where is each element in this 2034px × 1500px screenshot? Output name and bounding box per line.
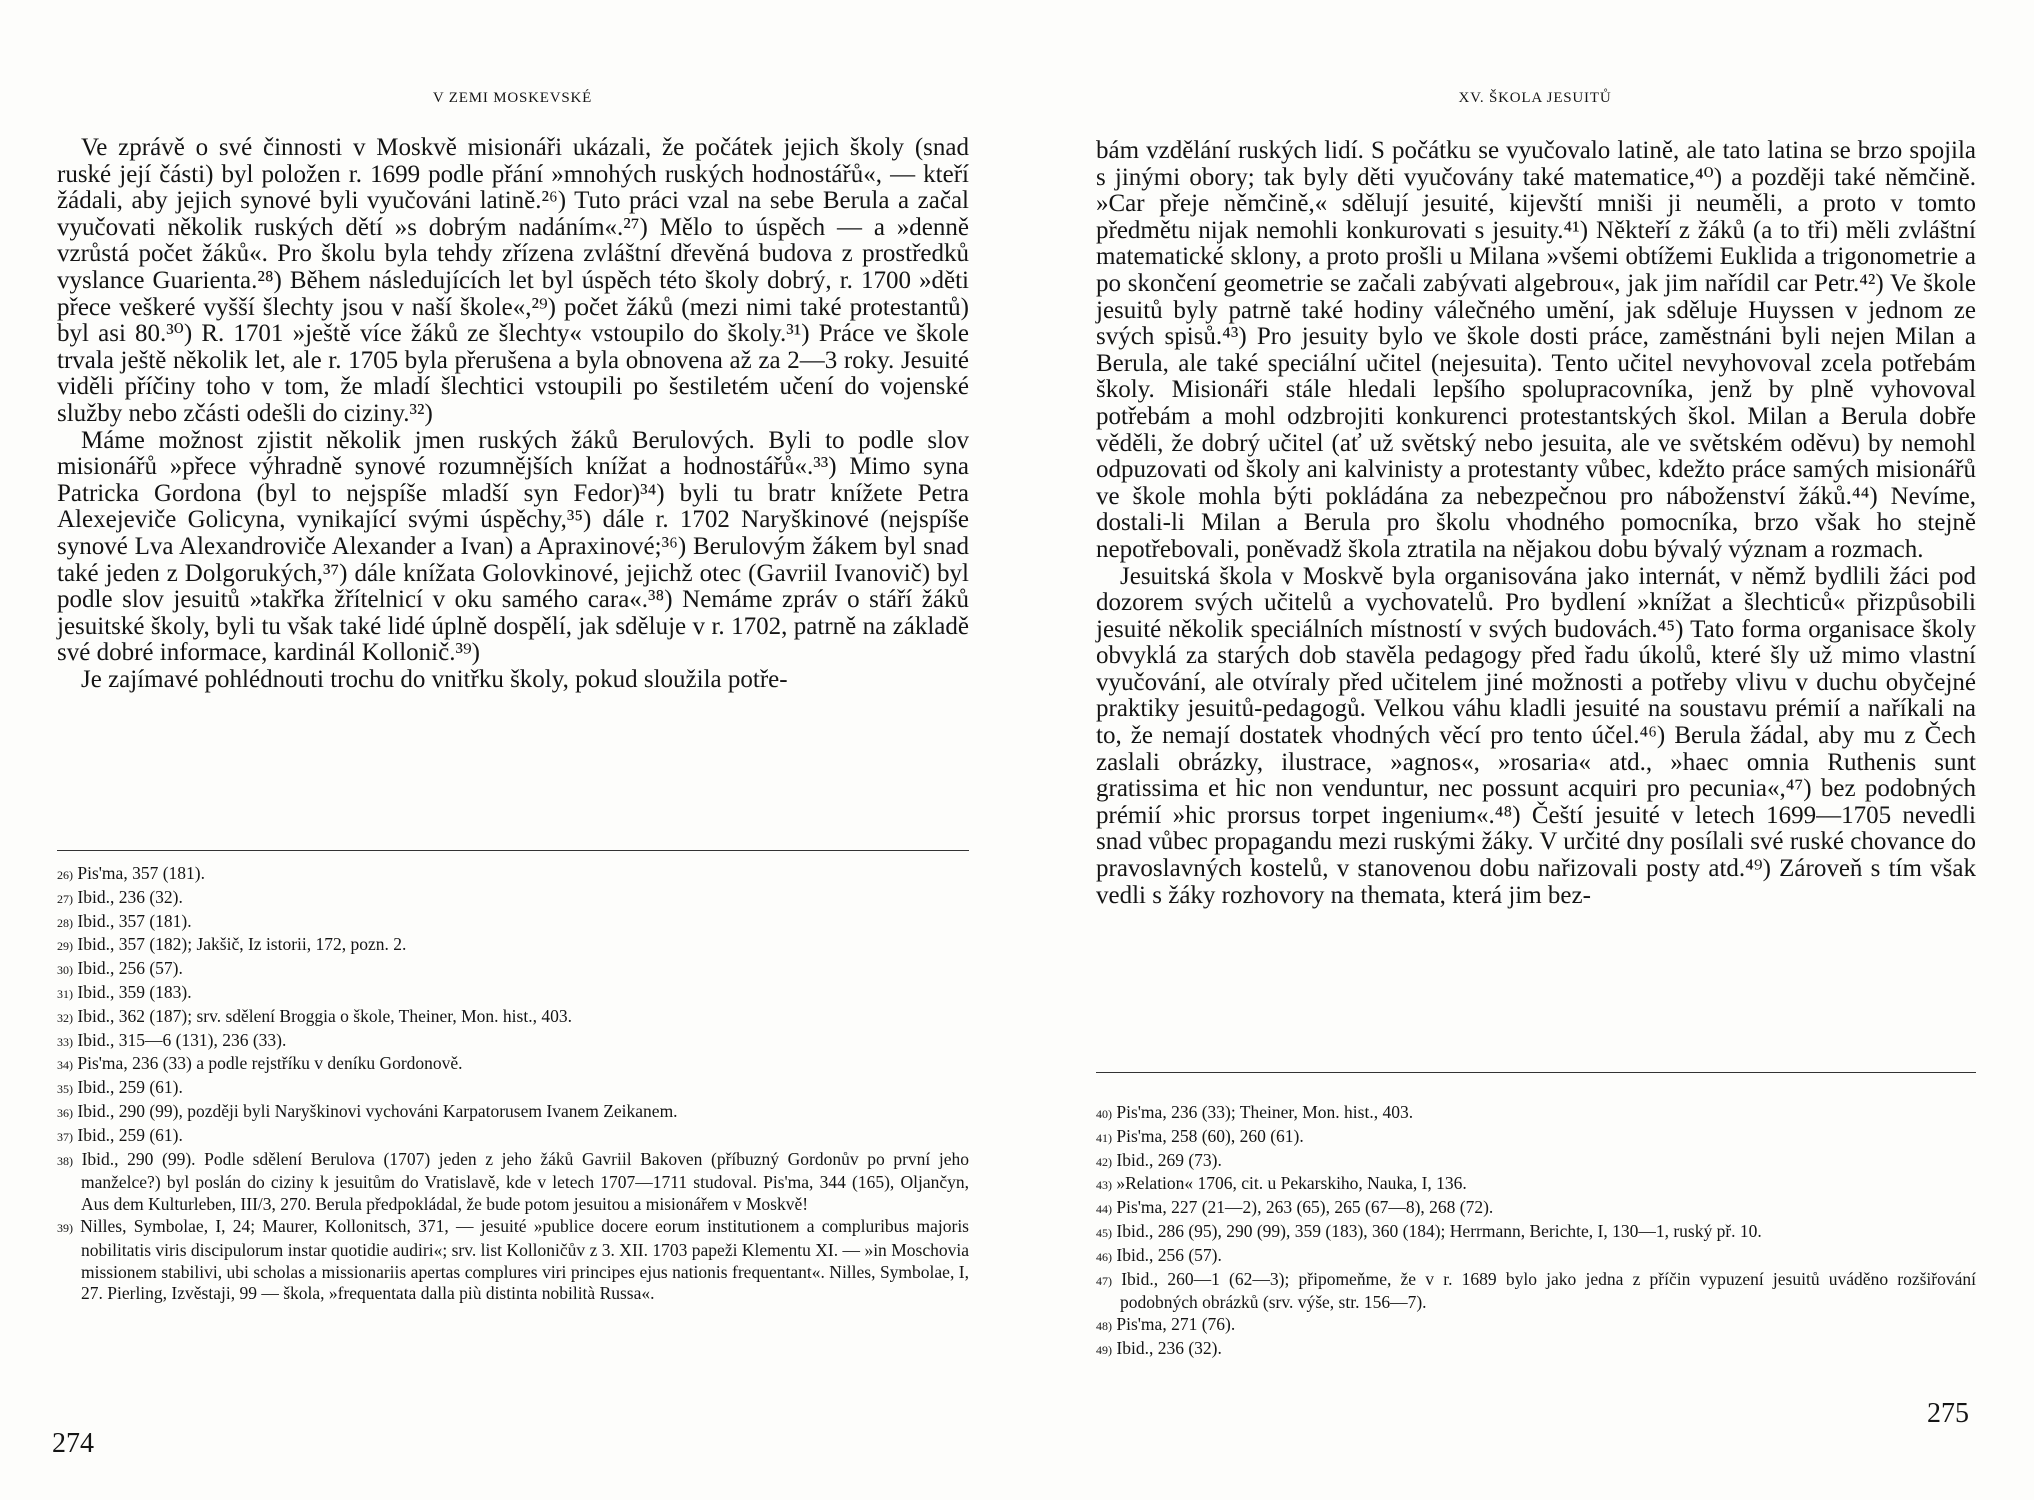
footnote-text: Pis'ma, 227 (21—2), 263 (65), 265 (67—8), 268 (72). [1116, 1197, 1494, 1218]
footnote-text: Ibid., 359 (183). [77, 981, 192, 1002]
footnote-text: Nilles, Symbolae, I, 24; Maurer, Kollonitsch, 371, — jesuité »publice docere eorum institutionem a compluribus majoris nobilitatis viris discipulorum instar quotidie audiri«; srv. list Kolloničův z 3. XII. 1703 papeži Klementu XI. — »in Moschovia missionem stabilivi, ubi scholas a missionariis apertas complures viri principes ejus nationis frequentant«. Nilles, Symbolae, I, 27. Pierling, Izvěstaji, 99 — škola, »frequentata dalla più distinta nobilità Russa«. [80, 1215, 969, 1304]
paragraph: Jesuitská škola v Moskvě byla organisována jako internát, v němž bydlili žáci pod dozorem svých učitelů a vychovatelů. Pro bydlení »knížat a šlechticů« přizpůsobili jesuité několik speciálních místností v svých budovách.⁴⁵) Tato forma organisace školy obvyklá za starých dob stavěla pedagogy před řadu úkolů, které šly už mimo vlastní vyučování, ale otvíraly před učitelem jiné možnosti a potřeby vlivu v duchu obyčejné praktiky jesuitů-pedagogů. Velkou váhu kladli jesuité na soustavu prémií a naříkali na to, že nemají dostatek vhodných věcí pro tento účel.⁴⁶) Berula žádal, aby mu z Čech zaslali obrázky, ilustrace, »agnos«, »rosaria« atd., »haec omnia Ruthenis sunt gratissima et hic non venduntur, nec possunt acquiri pro pecunia«,⁴⁷) bez podobných prémií »hic prorsus torpet ingenium«.⁴⁸) Čeští jesuité v letech 1699—1705 nevedli snad vůbec propagandu mezi ruskými žáky. V určité dny posílali své ruské chovance do pravoslavných kostelů, v stanovenou dobu nařizovali posty atd.⁴⁹) Zároveň s tím však vedli s žáky rozhovory na themata, která jim bez- [1096, 562, 1976, 909]
paragraph: bám vzdělání ruských lidí. S počátku se vyučovalo latině, ale tato latina se brzo spojila s jinými obory; tak byly děti vyučovány také matematice,⁴⁰) a později také němčině. »Car přeje němčině,« sdělují jesuité, kijevští mniši ji neuměli, a proto v tomto předmětu nijak nemohli konkurovati s jesuity.⁴¹) Někteří z žáků (a to tři) měli zvláštní matematické sklony, a proto prošli u Milana »všemi obtížemi Euklida a trigonometrie a po skončení geometrie se začali zabývati algebrou«, jak jim nařídil car Petr.⁴²) Ve škole jesuitů byly patrně také hodiny válečného umění, jak sděluje Huyssen v jednom ze svých spisů.⁴³) Pro jesuity bylo ve škole dosti práce, zaměstnáni byli nejen Milan a Berula, ale také speciální učitel (nejesuita). Tento učitel nevyhovoval zcela potřebám školy. Misionáři stále hledali lepšího spolupracovníka, jenž by plně vyhovoval potřebám a mohl odzbrojiti konkurenci protestantských škol. Milan a Berula dobře věděli, že dobrý učitel (ať už světský nebo jesuita, ale ve světském oděvu) by nemohl odpuzovati od školy ani kalvinisty a protestanty vůbec, kdežto práce samých misionářů ve škole mohla býti pokládána za nebezpečnou pro náboženství žáků.⁴⁴) Nevíme, dostali-li Milan a Berula pro školu vhodného pomocníka, brzo však ho stejně nepotřebovali, poněvadž škola ztratila na nějakou dobu bývalý význam a rozmach. [1096, 137, 1976, 563]
page-number: 275 [1927, 1398, 1969, 1429]
footnote [57, 958, 969, 982]
footnote-number: 26) [57, 868, 73, 882]
paragraph: Ve zprávě o své činnosti v Moskvě misionáři ukázali, že počátek jejich školy (snad ruské její části) byl položen r. 1699 podle přání »mnohých ruských hodnostářů«, — kteří žádali, aby jejich synové byli vyučováni latině.²⁶) Tuto práci vzal na sebe Berula a začal vyučovati několik ruských dětí »s dobrým nadáním«.²⁷) Mělo to úspěch — a »denně vzrůstá počet žáků«. Pro školu byla tehdy zřízena zvláštní dřevěná budova z prostředků vyslance Guarienta.²⁸) Během následujících let byl úspěch této školy dobrý, r. 1700 »děti přece veškeré vyšší šlechty jsou v naší škole«,²⁹) počet žáků (mezi nimi také protestantů) byl asi 80.³⁰) R. 1701 »ještě více žáků ze šlechty« vstoupilo do školy.³¹) Práce ve škole trvala ještě několik let, ale r. 1705 byla přerušena a byla obnovena až za 2—3 roky. Jesuité viděli příčiny toho v tom, že mladí šlechtici vstoupili po šestiletém učení do vojenské služby nebo zčásti odešli do ciziny.³²) [57, 134, 969, 427]
footnote [1096, 1314, 1976, 1338]
footnote-text: Pis'ma, 258 (60), 260 (61). [1116, 1125, 1304, 1146]
running-head: XV. ŠKOLA JESUITŮ [1458, 90, 1612, 106]
footnote-text: Ibid., 260—1 (62—3); připomeňme, že v r. 1689 bylo jako jedna z příčin vypuzení jesuitů uváděno rozšiřování podobných obrázků (srv. výše, str. 156—7). [1120, 1268, 1976, 1313]
footnote [1096, 1269, 1976, 1315]
footnote-text: Ibid., 256 (57). [1116, 1244, 1222, 1265]
body-text [57, 135, 969, 693]
footnote [57, 887, 969, 911]
footnote-divider [1096, 1072, 1976, 1073]
footnote-number: 32) [57, 1010, 73, 1025]
footnote-number: 39) [57, 1220, 73, 1235]
footnote-number: 34) [57, 1058, 73, 1073]
footnote [57, 1006, 969, 1030]
footnote-number: 29) [57, 939, 73, 954]
footnote [1096, 1338, 1976, 1362]
footnote-text: Ibid., 236 (32). [77, 886, 183, 907]
footnote [57, 1149, 969, 1216]
footnote-number: 37) [57, 1129, 73, 1144]
paragraph: Je zajímavé pohlédnouti trochu do vnitřku školy, pokud sloužila potře- [81, 665, 788, 693]
footnote [57, 1101, 969, 1125]
footnote-text: Ibid., 286 (95), 290 (99), 359 (183), 360 (184); Herrmann, Berichte, I, 130—1, ruský př. 10. [1116, 1220, 1762, 1241]
body-text [1096, 138, 1976, 909]
footnote-text: Ibid., 236 (32). [1116, 1337, 1222, 1358]
footnote [57, 863, 969, 887]
footnote-number: 36) [57, 1105, 73, 1120]
footnote [1096, 1102, 1976, 1126]
footnote [1096, 1197, 1976, 1221]
footnote-number: 41) [1096, 1130, 1112, 1145]
footnote [57, 1125, 969, 1149]
footnote-text: Ibid., 357 (182); Jakšič, Iz istorii, 172, pozn. 2. [77, 934, 407, 955]
footnote-text: Pis'ma, 357 (181). [77, 863, 205, 883]
footnotes [1096, 1102, 1976, 1362]
footnote-text: Ibid., 290 (99), později byli Naryškinovi vychováni Karpatorusem Ivanem Zeikanem. [77, 1100, 678, 1121]
footnote [1096, 1173, 1976, 1197]
footnote-text: Ibid., 269 (73). [1116, 1149, 1222, 1170]
footnote-text: Ibid., 362 (187); srv. sdělení Broggia o škole, Theiner, Mon. hist., 403. [77, 1005, 572, 1026]
footnote-text: Ibid., 315—6 (131), 236 (33). [77, 1029, 287, 1050]
footnote-number: 45) [1096, 1225, 1112, 1240]
footnote-text: Ibid., 290 (99). Podle sdělení Berulova (1707) jeden z jeho žáků Gavriil Bakoven (příbuzný Gordonův po první jeho manželce?) byl poslán do ciziny k jesuitům do Vratislavě, kde v letech 1707—1711 studoval. Pis'ma, 344 (165), Oljančyn, Aus dem Kulturleben, III/3, 270. Berula předpokládal, že bude potom jesuitou a misionářem v Moskvě! [81, 1148, 969, 1215]
paragraph: Máme možnost zjistit několik jmen ruských žáků Berulových. Byli to podle slov misionářů »přece výhradně synové rozumnějších knížat a hodnostářů«.³³) Mimo syna Patricka Gordona (byl to nejspíše mladší syn Fedor)³⁴) byli tu bratr knížete Petra Alexejeviče Golicyna, vynikající svými úspěchy,³⁵) dále r. 1702 Naryškinové (nejspíše synové Lva Alexandroviče Alexander a Ivan) a Apraxinové;³⁶) Berulovým žákem byl snad také jeden z Dolgorukých,³⁷) dále knížata Golovkinové, jejichž otec (Gavriil Ivanovič) byl podle slov jesuitů »takřka žřítelnicí v oku samého cara«.³⁸) Nemáme zpráv o stáří žáků jesuitské školy, byli tu však také lidé úplně dospělí, jak sděluje v r. 1702, patrně na základě své dobré informace, kardinál Kollonič.³⁹) [57, 426, 969, 667]
footnote-divider [57, 850, 969, 851]
right-page [1017, 0, 2034, 1500]
footnote [57, 1053, 969, 1077]
footnote-number: 43) [1096, 1178, 1112, 1193]
footnote [1096, 1150, 1976, 1174]
footnote [1096, 1221, 1976, 1245]
footnote [57, 1216, 969, 1305]
footnote-number: 27) [57, 891, 73, 906]
footnote-number: 33) [57, 1034, 73, 1049]
footnote [1096, 1245, 1976, 1269]
footnote-number: 35) [57, 1082, 73, 1097]
footnote-number: 48) [1096, 1319, 1112, 1334]
footnotes [57, 863, 969, 1305]
footnote [1096, 1126, 1976, 1150]
footnote [57, 911, 969, 935]
footnote-number: 38) [57, 1153, 73, 1168]
footnote-text: Pis'ma, 271 (76). [1116, 1314, 1236, 1335]
footnote-number: 40) [1096, 1107, 1112, 1121]
footnote-number: 31) [57, 986, 73, 1001]
footnote [57, 1030, 969, 1054]
footnote-text: Ibid., 256 (57). [77, 958, 183, 979]
footnote [57, 982, 969, 1006]
footnote-number: 30) [57, 963, 73, 978]
footnote-number: 44) [1096, 1202, 1112, 1217]
footnote-number: 46) [1096, 1249, 1112, 1264]
footnote-text: »Relation« 1706, cit. u Pekarskiho, Nauka, I, 136. [1116, 1173, 1467, 1194]
footnote-number: 42) [1096, 1154, 1112, 1169]
footnote-number: 49) [1096, 1342, 1112, 1357]
footnote [57, 934, 969, 958]
footnote-text: Pis'ma, 236 (33) a podle rejstříku v deníku Gordonově. [77, 1053, 463, 1074]
page-number: 274 [52, 1428, 94, 1459]
running-head: V ZEMI MOSKEVSKÉ [432, 90, 593, 106]
footnote-text: Ibid., 259 (61). [77, 1077, 183, 1098]
footnote-number: 47) [1096, 1273, 1112, 1288]
footnote-number: 28) [57, 915, 73, 930]
footnote-text: Ibid., 259 (61). [77, 1124, 183, 1145]
footnote-text: Ibid., 357 (181). [77, 910, 192, 931]
footnote-text: Pis'ma, 236 (33); Theiner, Mon. hist., 403. [1116, 1102, 1414, 1122]
footnote [57, 1077, 969, 1101]
